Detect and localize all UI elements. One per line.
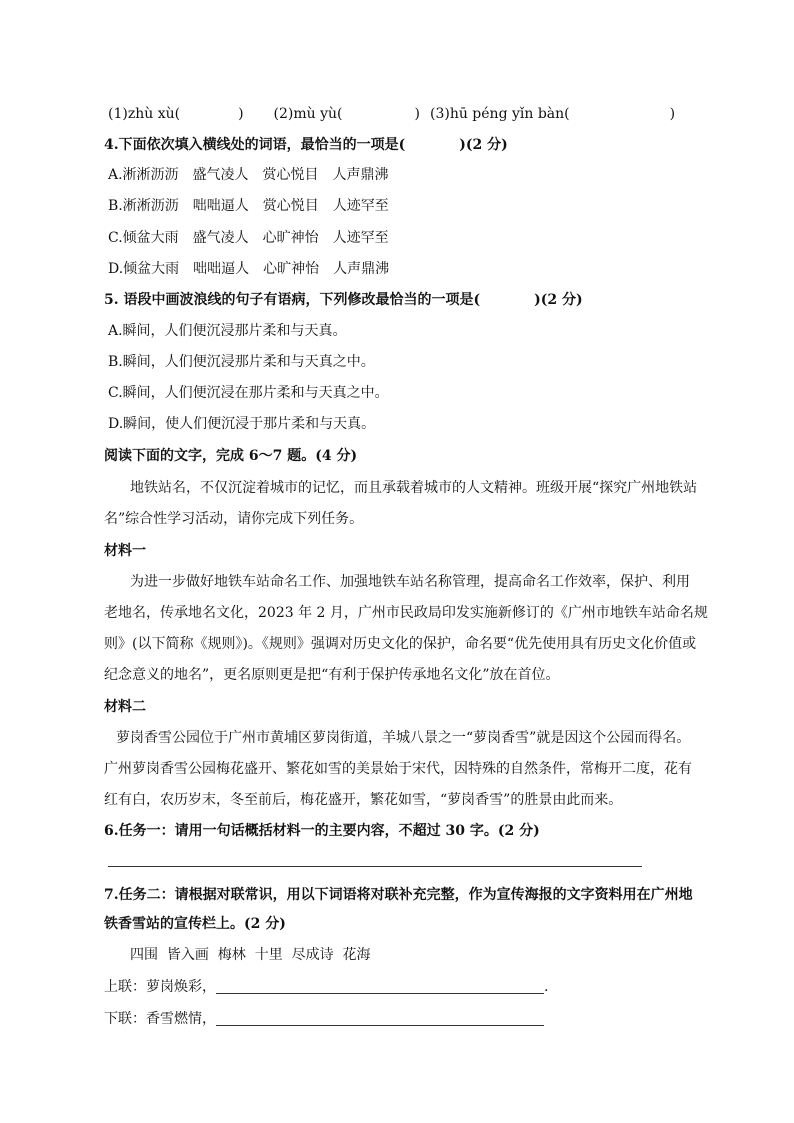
upper-couplet-answer-line[interactable]	[216, 993, 544, 994]
lower-couplet-label: 下联：香雪燃情，	[104, 1011, 216, 1027]
pinyin-item-1: (1)zhù xù(	[108, 106, 181, 122]
q5-option-c: C.瞬间，人们便沉浸在那片柔和与天真之中。	[108, 385, 389, 401]
material1-line-1: 为进一步做好地铁车站命名工作、加强地铁车站名称管理，提高命名工作效率，保护、利用	[130, 574, 690, 590]
q4-score: )(2 分)	[459, 137, 508, 153]
material1-title: 材料一	[104, 543, 146, 559]
pinyin-item-2-close: )	[414, 106, 420, 122]
q5-option-a: A.瞬间，人们便沉浸那片柔和与天真。	[108, 323, 347, 339]
q5-option-b: B.瞬间，人们便沉浸那片柔和与天真之中。	[108, 354, 375, 370]
reading-instruction: 阅读下面的文字，完成 6～7 题。(4 分)	[104, 448, 358, 464]
material1-line-2: 老地名，传承地名文化，2023 年 2 月，广州市民政局印发实施新修订的《广州市地铁车站命名规	[104, 605, 708, 621]
q4-option-a: A.淅淅沥沥 盛气凌人 赏心悦目 人声鼎沸	[108, 167, 389, 183]
upper-couplet-end: .	[544, 979, 549, 995]
material1-line-4: 纪念意义的地名”，更名原则更是把“有利于保护传承地名文化”放在首位。	[104, 667, 560, 683]
q7-word-bank: 四围 皆入画 梅林 十里 尽成诗 花海	[130, 947, 371, 963]
q4-stem-text: 4.下面依次填入横线处的词语，最恰当的一项是(	[104, 137, 406, 153]
q7-stem-line-2: 铁香雪站的宣传栏上。(2 分)	[104, 916, 286, 932]
material2-line-3: 红有白，农历岁末，冬至前后，梅花盛开，繁花如雪，“萝岗香雪”的胜景由此而来。	[104, 792, 623, 808]
material2-line-2: 广州萝岗香雪公园梅花盛开、繁花如雪的美景始于宋代，因特殊的自然条件，常梅开二度，花有	[104, 761, 692, 777]
pinyin-item-1-close: )	[238, 106, 244, 122]
upper-couplet	[104, 978, 216, 996]
q5-option-d: D.瞬间，使人们便沉浸于那片柔和与天真。	[108, 416, 376, 432]
pinyin-item-2: (2)mù yù(	[273, 106, 343, 122]
material1-line-3: 则》(以下简称《规则》)。《规则》强调对历史文化的保护，命名要“优先使用具有历史文化价值或	[104, 636, 697, 652]
q4-stem	[104, 136, 508, 154]
material2-title: 材料二	[104, 699, 146, 715]
lower-couplet	[104, 1010, 216, 1028]
q6-answer-line[interactable]	[108, 866, 642, 867]
q7-stem-line-1: 7.任务二：请根据对联常识，用以下词语将对联补充完整，作为宣传海报的文字资料用在广州地	[104, 887, 693, 903]
q3-pinyin-line	[108, 105, 675, 123]
upper-couplet-label: 上联：萝岗焕彩，	[104, 979, 216, 995]
intro-line-1: 地铁站名，不仅沉淀着城市的记忆，而且承载着城市的人文精神。班级开展“探究广州地铁站	[130, 480, 698, 496]
material2-line-1: 萝岗香雪公园位于广州市黄埔区萝岗街道，羊城八景之一“萝岗香雪”就是因这个公园而得名。	[116, 730, 691, 746]
q4-option-d: D.倾盆大雨 咄咄逼人 心旷神怡 人声鼎沸	[108, 261, 390, 277]
pinyin-item-3: (3)hū péng yǐn bàn(	[429, 106, 570, 122]
pinyin-item-3-close: )	[669, 106, 676, 122]
intro-line-2: 名”综合性学习活动，请你完成下列任务。	[104, 511, 364, 527]
q5-stem-text: 5. 语段中画波浪线的句子有语病，下列修改最恰当的一项是(	[104, 292, 481, 308]
q5-stem	[104, 291, 583, 309]
q6-stem: 6.任务一：请用一句话概括材料一的主要内容，不超过 30 字。(2 分)	[104, 823, 540, 839]
lower-couplet-answer-line[interactable]	[216, 1025, 544, 1026]
q4-option-b: B.淅淅沥沥 咄咄逼人 赏心悦目 人迹罕至	[108, 198, 389, 214]
q5-score: )(2 分)	[534, 292, 583, 308]
q4-option-c: C.倾盆大雨 盛气凌人 心旷神怡 人迹罕至	[108, 230, 389, 246]
